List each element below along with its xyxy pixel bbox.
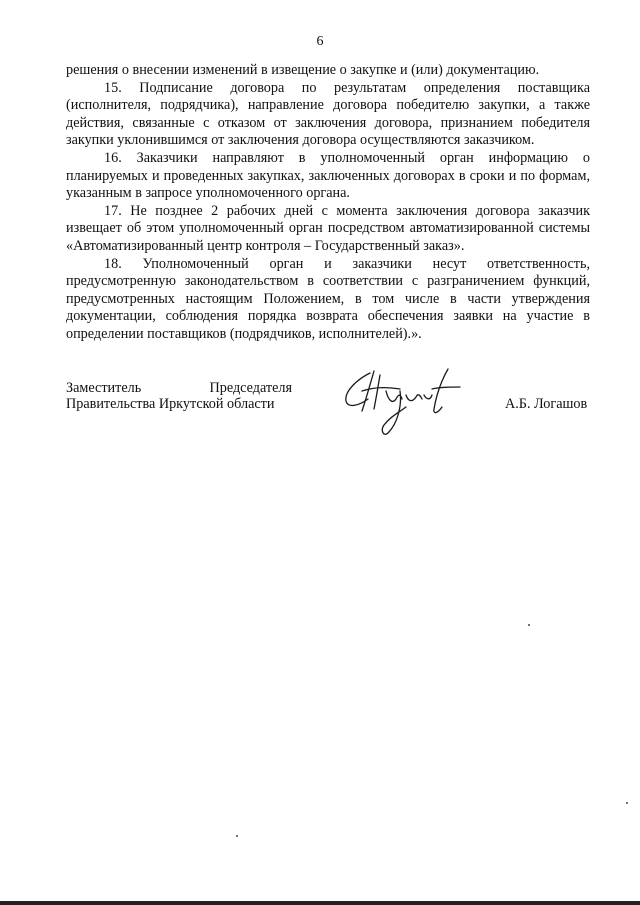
signatory-name: А.Б. Логашов	[505, 396, 588, 412]
paragraph-continuation: решения о внесении изменений в извещение о закупке и (или) документацию.	[66, 62, 540, 78]
handwritten-signature	[340, 365, 470, 440]
page-number: 6	[316, 34, 324, 49]
paragraph-16: 16. Заказчики направляют в уполномоченный орган информацию о планируемых и проведенных закупках, заключенных договорах в сроки и по формам, указанным в запросе уполномоченного органа.	[66, 149, 590, 202]
scan-edge-line	[0, 901, 640, 905]
scan-speck	[528, 624, 530, 626]
scan-speck	[236, 835, 238, 837]
paragraph-17: 17. Не позднее 2 рабочих дней с момента заключения договора заказчик извещает об этом уполномоченный орган посредством автоматизированной системы «Автоматизированный центр контроля – Государственный заказ».	[66, 202, 590, 254]
signatory-title-word2: Председателя	[209, 380, 292, 396]
paragraph-15: 15. Подписание договора по результатам определения поставщика (исполнителя, подрядчика), направление договора победителю закупки, а также действия, связанные с отказом от заключения договора, признанием победителя закупки уклонившимся от заключения договора осуществляются заказчиком.	[66, 79, 590, 149]
document-body	[66, 62, 590, 344]
paragraph-18: 18. Уполномоченный орган и заказчики несут ответственность, предусмотренную законодательством в соответствии с разграничением функций, предусмотренных настоящим Положением, в том числе в части утверждения документации, соблюдения порядка возврата обеспечения заявки на участие в определении поставщиков (подрядчиков, исполнителей).».	[66, 255, 590, 342]
signatory-title-line2: Правительства Иркутской области	[66, 396, 275, 412]
signatory-title-word1: Заместитель	[66, 380, 142, 396]
scan-speck	[626, 802, 628, 804]
signatory-title	[66, 380, 292, 412]
